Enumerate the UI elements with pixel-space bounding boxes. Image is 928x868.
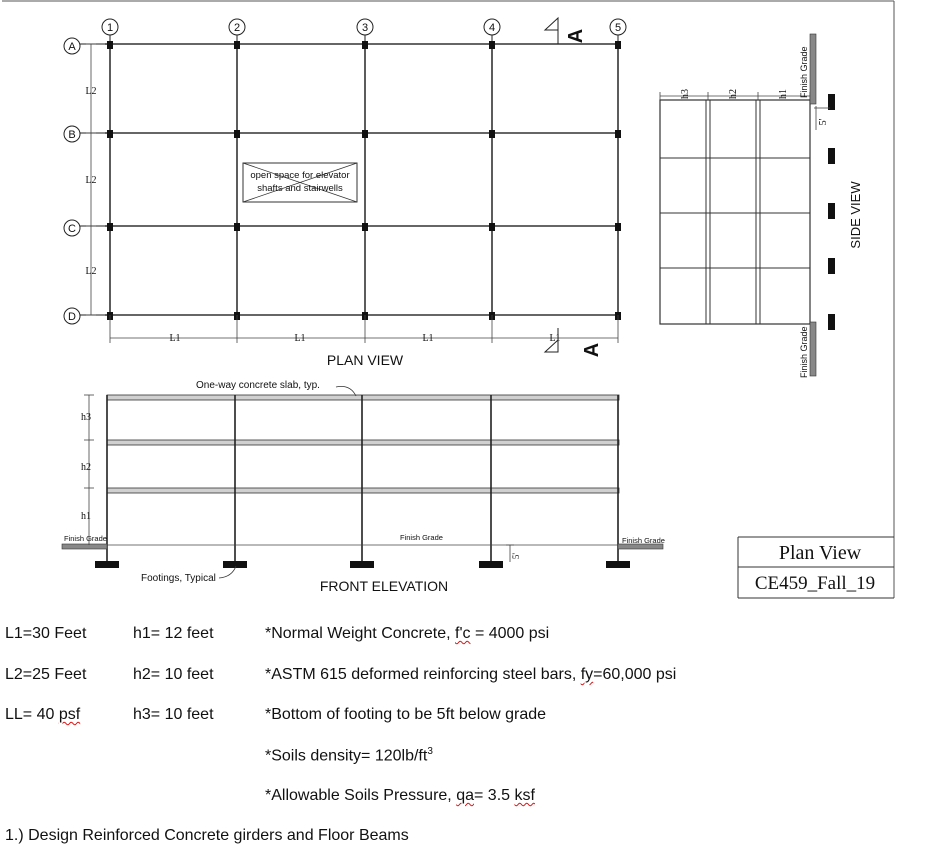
grid-label-d: D (68, 311, 76, 323)
design-parameters (0, 598, 928, 868)
grid-label-2: 2 (233, 22, 241, 34)
spec-concrete (265, 625, 549, 643)
grid-label-c: C (68, 223, 76, 235)
front-elevation (62, 380, 665, 594)
span-l1-34: L1 (422, 333, 434, 344)
grid-label-3: 3 (361, 22, 369, 34)
spec-steel-strength: =60,000 psi (593, 666, 677, 683)
front-finish-grade-right: Finish Grade (622, 536, 665, 545)
spec-soil-density-text: *Soils density= 120lb/ft (265, 747, 428, 765)
title-block-course: CE459_Fall_19 (754, 573, 876, 594)
spec-soil-pressure-prefix: *Allowable Soils Pressure, (265, 787, 457, 804)
spec-l2: L2=25 Feet (5, 666, 87, 683)
plan-view-title: PLAN VIEW (326, 352, 404, 368)
grid-label-5: 5 (614, 22, 622, 34)
side-finish-grade-top: Finish Grade (799, 46, 809, 98)
spec-soil-pressure-value: = 3.5 (474, 787, 515, 804)
slab-note-leader (336, 386, 356, 396)
spec-h1: h1= 12 feet (133, 625, 214, 642)
side-footings (828, 94, 835, 330)
opening-note-line2: shafts and stairwells (257, 183, 343, 194)
front-finish-grade-mid: Finish Grade (400, 533, 443, 542)
section-cut-marker-top (545, 18, 587, 44)
spec-l1: L1=30 Feet (5, 625, 87, 642)
side-finish-grade-bottom: Finish Grade (799, 326, 809, 378)
footing-note: Footings, Typical (141, 573, 216, 584)
spec-soil-pressure-unit: ksf (514, 787, 535, 804)
side-view-title: SIDE VIEW (848, 181, 863, 249)
spec-steel-prefix: *ASTM 615 deformed reinforcing steel bars, (265, 666, 581, 683)
side-height-h1: h1 (778, 89, 789, 99)
spec-live-load-unit: psf (58, 706, 81, 723)
front-height-h1: h1 (81, 511, 91, 522)
span-l1-45: L1 (549, 333, 561, 344)
front-finish-grade-left: Finish Grade (64, 534, 107, 543)
spec-steel-fy: fy (580, 666, 594, 683)
side-grade-hatch (810, 34, 816, 376)
spec-footing-depth: *Bottom of footing to be 5ft below grade (265, 706, 547, 723)
title-block (738, 537, 894, 598)
spec-concrete-strength: = 4000 psi (470, 625, 550, 642)
front-height-h3: h3 (81, 412, 91, 423)
task-statement: 1.) Design Reinforced Concrete girders and Floor Beams (5, 827, 409, 844)
side-height-h3: h3 (680, 89, 691, 99)
spec-soil-pressure (265, 787, 535, 805)
front-columns (107, 395, 618, 562)
title-block-title: Plan View (778, 542, 862, 564)
grid-label-1: 1 (106, 22, 114, 34)
section-label-top: A (565, 28, 587, 44)
side-view (660, 34, 863, 378)
spec-soil-pressure-qa: qa (456, 787, 474, 804)
slab-note: One-way concrete slab, typ. (196, 380, 320, 391)
spec-live-load (5, 706, 80, 724)
spec-concrete-prefix: *Normal Weight Concrete, (265, 625, 455, 642)
opening-note-line1: open space for elevator (250, 170, 350, 181)
elevator-opening (243, 163, 357, 202)
spec-h2: h2= 10 feet (133, 666, 214, 683)
span-l1-23: L1 (294, 333, 306, 344)
side-height-h2: h2 (728, 89, 739, 99)
spec-soil-density (265, 746, 433, 765)
span-l2-ab: L2 (85, 86, 97, 97)
plan-grid-beams (105, 44, 620, 315)
spec-h3: h3= 10 feet (133, 706, 214, 723)
front-slabs (107, 395, 619, 493)
plan-columns (107, 41, 621, 320)
spec-concrete-fc: f'c (455, 625, 471, 642)
front-elevation-title: FRONT ELEVATION (319, 578, 449, 594)
grid-label-b: B (68, 129, 76, 141)
front-footings (95, 561, 630, 568)
front-height-h2: h2 (81, 462, 91, 473)
side-footing-depth: 5' (818, 118, 829, 126)
span-l2-cd: L2 (85, 266, 97, 277)
spec-live-load-value: LL= 40 (5, 706, 59, 723)
front-grade-hatch-left (62, 544, 107, 549)
plan-view (64, 18, 626, 368)
section-label-bottom: A (581, 342, 603, 358)
span-l2-bc: L2 (85, 175, 97, 186)
spec-steel (265, 666, 676, 684)
span-l1-12: L1 (169, 333, 181, 344)
grid-label-4: 4 (488, 22, 496, 34)
grid-label-a: A (68, 41, 76, 53)
spec-soil-density-exponent: 3 (427, 746, 433, 757)
front-footing-depth: 5' (511, 552, 521, 560)
